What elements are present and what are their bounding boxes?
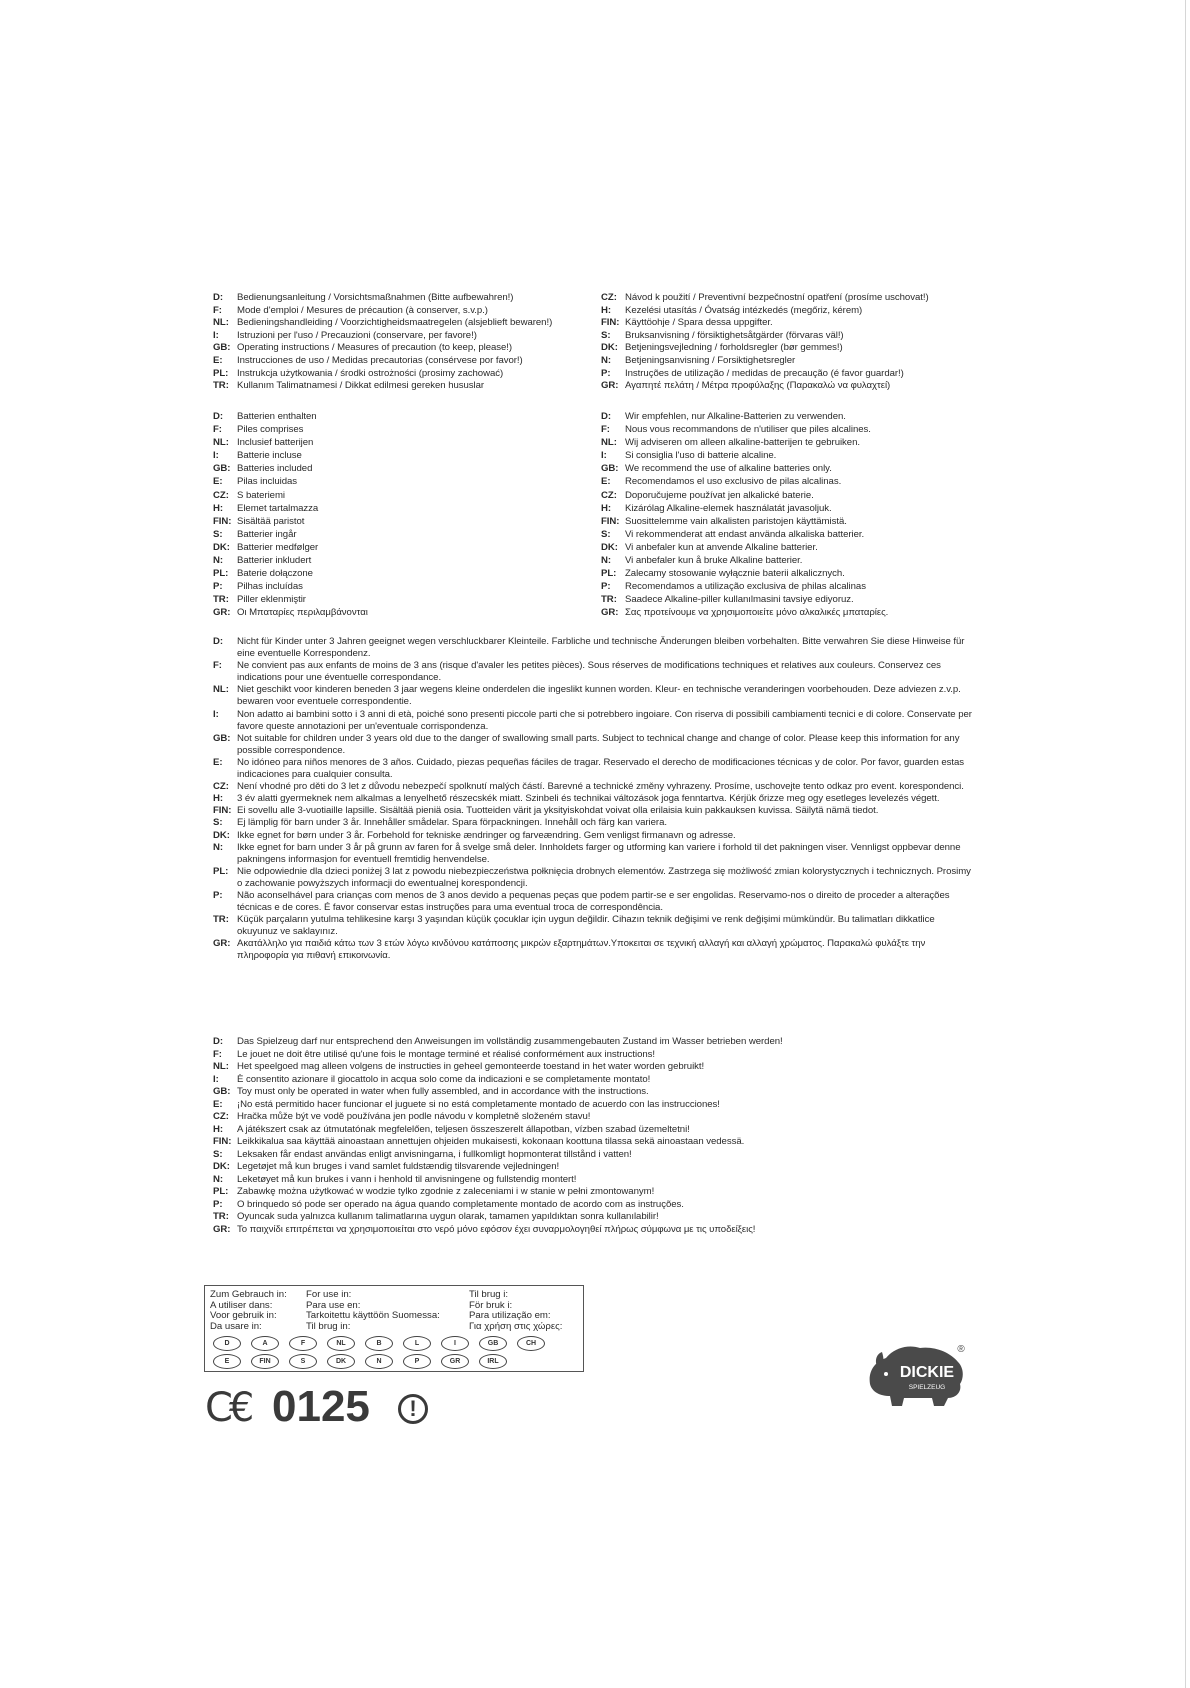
item-text: Batterie incluse: [237, 450, 302, 462]
item-text: Toy must only be operated in water when fully assembled, and in accordance with the instructions.: [237, 1086, 649, 1097]
list-item: [601, 554, 888, 567]
language-code: TR:: [213, 1211, 229, 1222]
language-code: NL:: [213, 1061, 229, 1072]
language-code: DK:: [213, 1161, 230, 1172]
language-code: E:: [213, 1098, 223, 1110]
list-item: [601, 355, 929, 368]
country-box-label: Til brug i:: [469, 1289, 509, 1300]
list-item: [213, 842, 973, 866]
language-code: S:: [601, 329, 611, 341]
list-item: [213, 709, 973, 733]
language-code: P:: [601, 367, 611, 379]
item-text: Batterier inkludert: [237, 555, 312, 567]
item-text: Le jouet ne doit être utilisé qu'une fois le montage terminé et réalisé conformément aux instructions!: [237, 1048, 656, 1060]
country-box-label: Para utilização em:: [469, 1310, 551, 1321]
language-code: FIN:: [213, 515, 232, 527]
language-code: PL:: [213, 568, 229, 580]
list-item: [601, 317, 929, 330]
language-code: I:: [213, 450, 219, 462]
country-oval: S: [289, 1354, 317, 1369]
language-code: N:: [213, 841, 224, 853]
list-item: [213, 554, 368, 567]
item-text: Operating instructions / Measures of precaution (to keep, please!): [237, 342, 513, 354]
country-oval: I: [441, 1336, 469, 1351]
item-text: Não aconselhável para crianças com menos de 3 anos devido a pequenas peças que podem partir-se e ser engolidas. Reservamo-nos o direito de proceder a alterações técnicas e de cores. É favor conservar estas instruções para uma eventual troca de correspondência.: [237, 889, 950, 914]
alert-icon: !: [398, 1394, 428, 1424]
language-code: GB:: [601, 463, 619, 475]
item-text: Wir empfehlen, nur Alkaline-Batterien zu verwenden.: [625, 411, 846, 422]
item-text: Nicht für Kinder unter 3 Jahren geeignet wegen verschluckbarer Kleinteile. Farbliche und technische Änderungen bleiben vorbehalten. Bitte verwahren Sie diese Hinweise für eine eventuelle Korrespondenz.: [237, 636, 965, 660]
list-item: [601, 593, 888, 606]
country-oval: B: [365, 1336, 393, 1351]
country-oval: D: [213, 1336, 241, 1351]
list-item: [213, 305, 552, 318]
language-code: P:: [213, 1198, 223, 1210]
language-code: GR:: [213, 938, 231, 950]
language-code: GR:: [601, 380, 619, 392]
list-item: [601, 541, 888, 554]
list-item: [213, 1124, 783, 1137]
header-left-list: [213, 292, 552, 393]
country-box-label: Tarkoitettu käyttöön Suomessa:: [306, 1310, 440, 1321]
language-code: GR:: [213, 607, 231, 619]
item-text: Vi anbefaler kun å bruke Alkaline batterier.: [625, 555, 803, 567]
language-code: GB:: [213, 732, 231, 744]
list-item: [213, 1186, 783, 1199]
list-item: [213, 330, 552, 343]
language-code: F:: [213, 1048, 222, 1060]
country-oval: L: [403, 1336, 431, 1351]
list-item: [601, 606, 888, 619]
item-text: Piller eklenmiştir: [237, 594, 306, 606]
item-text: Suosittelemme vain alkalisten paristojen käyttämistä.: [625, 515, 847, 527]
list-item: [601, 330, 929, 343]
list-item: [213, 914, 973, 938]
list-item: [601, 423, 888, 436]
list-item: [213, 1061, 783, 1074]
item-text: Ikke egnet for børn under 3 år. Forbehold for tekniske ændringer og farveændring. Gem venligst firmanavn og adresse.: [237, 829, 736, 841]
list-item: [213, 567, 368, 580]
item-text: Legetøjet må kun bruges i vand samlet fuldstændig tilsvarende vejledningen!: [237, 1161, 560, 1172]
item-text: Not suitable for children under 3 years old due to the danger of swallowing small parts. Subject to technical change and change of color. Please keep this information for any possible correspondence.: [237, 732, 960, 756]
language-code: I:: [213, 1073, 219, 1085]
item-text: Ακατάλληλο για παιδιά κάτω των 3 ετών λόγω κινδύνου κατάποσης μικρών εξαρτημάτων.Υποκειται σε τεχνική αλλαγή και αλλαγή χρώματος. Παρακαλώ φυλάξτε την πληροφορία για πιθανή επικοινωνία.: [237, 938, 926, 962]
item-text: Ej lämplig för barn under 3 år. Innehåller smådelar. Spara förpackningen. Innehåll och färg kan variera.: [237, 817, 667, 829]
list-item: [601, 342, 929, 355]
list-item: [601, 502, 888, 515]
list-item: [213, 1086, 783, 1099]
item-text: S bateriemi: [237, 489, 285, 501]
item-text: Ei sovellu alle 3-vuotiaille lapsille. Sisältää pieniä osia. Tuotteiden värit ja yksityiskohdat voivat olla erilaisia kuin pakkauksen kuvissa. Säilytä nämä tiedot.: [237, 805, 879, 817]
list-item: [213, 660, 973, 684]
language-code: S:: [213, 817, 223, 829]
item-text: Αγαπητέ πελάτη / Μέτρα προφύλαξης (Παρακαλώ να φυλαχτεί): [625, 380, 891, 392]
country-oval: GR: [441, 1354, 469, 1369]
language-code: DK:: [601, 541, 618, 553]
language-code: NL:: [213, 437, 229, 449]
item-text: Batterier medfølger: [237, 541, 319, 553]
list-item: [601, 462, 888, 475]
item-text: Instrucciones de uso / Medidas precautorias (consérvese por favor!): [237, 354, 523, 366]
item-text: Doporučujeme používat jen alkalické baterie.: [625, 489, 814, 501]
language-code: FIN:: [213, 805, 232, 817]
language-code: I:: [213, 329, 219, 341]
country-oval: NL: [327, 1336, 355, 1351]
list-item: [213, 1211, 783, 1224]
language-code: TR:: [213, 914, 229, 926]
item-text: O brinquedo só pode ser operado na água quando completamente montado de acordo com as instruções.: [237, 1198, 684, 1210]
language-code: DK:: [213, 541, 230, 553]
language-code: P:: [213, 581, 223, 593]
safety-warnings-list: [213, 636, 973, 963]
language-code: H:: [213, 502, 224, 514]
item-text: Istruzioni per l'uso / Precauzioni (conservare, per favore!): [237, 329, 477, 341]
language-code: H:: [601, 304, 612, 316]
item-text: Instruções de utilização / medidas de precaução (é favor guardar!): [625, 367, 904, 379]
item-text: Küçük parçaların yutulma tehlikesine karşı 3 yaşından küçük çocuklar için uygun değildir. Cihazın teknik değişimi ve renk değişimi mümkündür. Bu talimatları dikkatlice okuyunuz ve saklayınız.: [237, 914, 935, 938]
list-item: [213, 502, 368, 515]
list-item: [213, 890, 973, 914]
list-item: [213, 528, 368, 541]
country-oval: GB: [479, 1336, 507, 1351]
country-box-label: Zum Gebrauch in:: [210, 1289, 287, 1300]
list-item: [213, 593, 368, 606]
item-text: Niet geschikt voor kinderen beneden 3 jaar wegens kleine onderdelen die ingeslikt kunnen worden. Kleur- en technische veranderingen voorbehouden. Deze adviezen z.v.p. bewaren voor eventuele correspondentie.: [237, 684, 961, 708]
alkaline-recommendation-list: [601, 410, 888, 620]
language-code: N:: [601, 555, 612, 567]
item-text: Zabawkę można użytkować w wodzie tylko zgodnie z zaleceniami i w stanie w pełni zmontowanym!: [237, 1186, 655, 1197]
list-item: [601, 515, 888, 528]
country-box-label: Voor gebruik in:: [210, 1310, 277, 1321]
list-item: [213, 380, 552, 393]
list-item: [213, 342, 552, 355]
item-text: Saadece Alkaline-piller kullanılmasini tavsiye ediyoruz.: [625, 594, 854, 606]
language-code: FIN:: [601, 317, 620, 329]
list-item: [213, 475, 368, 488]
language-code: GB:: [213, 463, 231, 475]
language-code: GR:: [601, 607, 619, 619]
list-item: [213, 1149, 783, 1162]
item-text: Hračka může být ve vodě používána jen podle návodu v kompletně složeném stavu!: [237, 1111, 591, 1122]
language-code: F:: [213, 424, 222, 436]
item-text: Piles comprises: [237, 424, 304, 436]
page-edge: [1185, 0, 1186, 1688]
list-item: [601, 489, 888, 502]
list-item: [213, 449, 368, 462]
list-item: [213, 817, 973, 829]
list-item: [213, 1049, 783, 1062]
item-text: Vi rekommenderat att endast använda alkaliska batterier.: [625, 528, 865, 540]
item-text: Ne convient pas aux enfants de moins de 3 ans (risque d'avaler les petites pièces). Sous réserves de modifications techniques et relatives aux couleurs. Conservez ces indications pour une éventuelle correspondance.: [237, 660, 941, 684]
notified-body-number: 0125: [272, 1382, 370, 1431]
item-text: Batteries included: [237, 463, 313, 475]
language-code: E:: [213, 476, 223, 488]
item-text: Recomendamos el uso exclusivo de pilas alcalinas.: [625, 476, 842, 488]
language-code: TR:: [601, 594, 617, 606]
item-text: No idóneo para niños menores de 3 años. Cuidado, piezas pequeñas fáciles de tragar. Reservado el derecho de modificaciones técnicas y de color. Por favor, guarden estas indicaciones para cualquier consulta.: [237, 756, 965, 781]
list-item: [213, 733, 973, 757]
country-oval-row-1: [213, 1336, 545, 1351]
language-code: N:: [213, 1173, 224, 1185]
list-item: [213, 317, 552, 330]
list-item: [213, 866, 973, 890]
list-item: [213, 1174, 783, 1187]
list-item: [213, 793, 973, 805]
list-item: [601, 292, 929, 305]
language-code: GB:: [213, 342, 231, 354]
language-code: GR:: [213, 1223, 231, 1235]
item-text: Baterie dołączone: [237, 568, 313, 580]
country-box: [204, 1285, 584, 1372]
language-code: H:: [213, 1123, 224, 1135]
item-text: Das Spielzeug darf nur entsprechend den Anweisungen im vollständig zusammengebauten Zustand im Wasser betrieben werden!: [237, 1036, 783, 1047]
item-text: We recommend the use of alkaline batteries only.: [625, 463, 832, 475]
list-item: [213, 781, 973, 793]
list-item: [213, 292, 552, 305]
item-text: ¡No está permitido hacer funcionar el juguete si no está completamente montado de acuerdo con las instrucciones!: [237, 1098, 720, 1110]
country-oval: A: [251, 1336, 279, 1351]
list-item: [213, 606, 368, 619]
language-code: PL:: [213, 367, 229, 379]
list-item: [213, 410, 368, 423]
item-text: Není vhodné pro děti do 3 let z důvodu nebezpečí spolknutí malých částí. Barevné a technické změny vyhrazeny. Prosíme, uschovejte tento odkaz pro event. korespondenci.: [237, 781, 964, 793]
language-code: D:: [601, 411, 612, 422]
language-code: I:: [601, 450, 607, 462]
language-code: TR:: [213, 380, 229, 392]
language-code: CZ:: [213, 1111, 229, 1122]
item-text: Instrukcja użytkowania / środki ostrożności (prosimy zachować): [237, 367, 504, 379]
list-item: [213, 1224, 783, 1237]
language-code: TR:: [213, 594, 229, 606]
list-item: [601, 475, 888, 488]
ce-mark: C€: [205, 1385, 251, 1431]
language-code: FIN:: [601, 515, 620, 527]
list-item: [213, 1199, 783, 1212]
language-code: D:: [213, 292, 224, 303]
item-text: Elemet tartalmazza: [237, 502, 319, 514]
language-code: DK:: [213, 829, 230, 841]
item-text: Σας προτείνουμε να χρησιμοποιείτε μόνο αλκαλικές μπαταρίες.: [625, 607, 889, 619]
logo-registered: ®: [957, 1344, 965, 1355]
list-item: [213, 1161, 783, 1174]
item-text: Käyttöohje / Spara dessa uppgifter.: [625, 317, 773, 329]
language-code: N:: [213, 555, 224, 567]
list-item: [213, 423, 368, 436]
language-code: CZ:: [213, 781, 229, 793]
language-code: DK:: [601, 342, 618, 354]
header-right-list: [601, 292, 929, 393]
list-item: [213, 684, 973, 708]
country-oval: P: [403, 1354, 431, 1369]
list-item: [601, 410, 888, 423]
list-item: [213, 1074, 783, 1087]
language-code: E:: [213, 354, 223, 366]
language-code: P:: [213, 889, 223, 901]
item-text: Batterien enthalten: [237, 411, 317, 422]
logo-sub-text: SPIELZEUG: [908, 1384, 946, 1391]
country-box-label: Για χρήση στις χώρες:: [469, 1320, 563, 1332]
item-text: Bruksanvisning / försiktighetsåtgärder (förvaras väl!): [625, 329, 844, 341]
item-text: Nous vous recommandons de n'utiliser que piles alcalines.: [625, 424, 871, 436]
language-code: PL:: [213, 865, 229, 877]
language-code: NL:: [213, 684, 229, 696]
country-oval-row-2: [213, 1354, 507, 1369]
item-text: Kullanım Talimatnamesi / Dikkat edilmesi gereken hususlar: [237, 380, 485, 392]
list-item: [601, 528, 888, 541]
language-code: GB:: [213, 1086, 231, 1097]
country-oval: F: [289, 1336, 317, 1351]
language-code: S:: [213, 1148, 223, 1160]
list-item: [213, 1036, 783, 1049]
language-code: S:: [601, 528, 611, 540]
item-text: A játékszert csak az útmutatónak megfelelően, teljesen összeszerelt állapotban, vízben szabad üzemeltetni!: [237, 1123, 690, 1135]
item-text: Το παιχνίδι επιτρέπεται να χρησιμοποιείται στο νερό μόνο εφόσον έχει συναρμολογηθεί πλήρως σύμφωνα με τις υποδείξεις!: [237, 1223, 756, 1235]
item-text: 3 év alatti gyermeknek nem alkalmas a lenyelhető részecskék miatt. Szinbeli és technikai változások joga fenntartva. Kérjük őrizze meg ogy esetleges levelezés végett.: [237, 793, 940, 805]
list-item: [213, 355, 552, 368]
item-text: Recomendamos a utilização exclusiva de philas alcalinas: [625, 581, 866, 593]
item-text: Nie odpowiednie dla dzieci poniżej 3 lat z powodu niebezpieczeństwa połknięcia drobnych elementów. Zastrzega się możliwość zmian kolorystycznych i technicznych. Prosimy o zachowanie powyższych informacji do ewentualnej korespondencji.: [237, 865, 971, 889]
list-item: [601, 567, 888, 580]
list-item: [601, 449, 888, 462]
item-text: Kezelési utasítás / Óvatság intézkedés (megőriz, kérem): [625, 304, 863, 316]
item-text: Sisältää paristot: [237, 515, 305, 527]
list-item: [213, 938, 973, 962]
item-text: Betjeningsvejledning / forholdsregler (bør gemmes!): [625, 342, 843, 354]
item-text: Wij adviseren om alleen alkaline-batterijen te gebruiken.: [625, 437, 860, 449]
list-item: [213, 1099, 783, 1112]
language-code: E:: [213, 756, 223, 768]
item-text: Bedieningshandleiding / Voorzichtigheidsmaatregelen (alsjeblieft bewaren!): [237, 317, 553, 329]
water-use-list: [213, 1036, 783, 1236]
language-code: F:: [213, 304, 222, 316]
country-oval: CH: [517, 1336, 545, 1351]
item-text: Ikke egnet for barn under 3 år på grunn av faren for å svelge små deler. Innholdets farger og utforming kan variere i forhold til det pakningen viser. Vennligst oppbevar denne pakningens informasjon for eventuell fremtidig henvendelse.: [237, 841, 961, 865]
language-code: F:: [601, 424, 610, 436]
item-text: Vi anbefaler kun at anvende Alkaline batterier.: [625, 541, 818, 553]
logo-brand-text: DICKIE: [899, 1364, 955, 1381]
language-code: PL:: [601, 568, 617, 580]
item-text: Leikkikalua saa käyttää ainoastaan annettujen ohjeiden mukaisesti, kokonaan koottuna tilassa sekä ainoastaan vedessä.: [237, 1136, 745, 1147]
list-item: [213, 489, 368, 502]
country-oval: IRL: [479, 1354, 507, 1369]
list-item: [213, 368, 552, 381]
country-box-label: For use in:: [306, 1289, 352, 1300]
country-box-label: Til brug in:: [306, 1320, 351, 1332]
country-oval: N: [365, 1354, 393, 1369]
language-code: I:: [213, 708, 219, 720]
list-item: [601, 380, 929, 393]
list-item: [213, 1136, 783, 1149]
language-code: NL:: [213, 317, 229, 329]
language-code: E:: [601, 476, 611, 488]
list-item: [213, 462, 368, 475]
country-box-col2: [306, 1290, 440, 1332]
country-box-label: A utiliser dans:: [210, 1299, 273, 1311]
language-code: D:: [213, 636, 224, 647]
list-item: [213, 805, 973, 817]
item-text: Betjeningsanvisning / Forsiktighetsregler: [625, 354, 796, 366]
list-item: [213, 515, 368, 528]
language-code: H:: [213, 793, 224, 805]
country-box-label: För bruk i:: [469, 1299, 513, 1311]
item-text: Kizárólag Alkaline-elemek használatát javasoljuk.: [625, 502, 832, 514]
language-code: NL:: [601, 437, 617, 449]
item-text: Pilhas incluídas: [237, 581, 303, 593]
list-item: [601, 580, 888, 593]
language-code: P:: [601, 581, 611, 593]
language-code: F:: [213, 660, 222, 672]
item-text: È consentito azionare il giocattolo in acqua solo come da indicazioni e se completamente montato!: [237, 1073, 651, 1085]
list-item: [601, 368, 929, 381]
list-item: [601, 436, 888, 449]
item-text: Οι Μπαταρίες περιλαμβάνονται: [237, 607, 368, 619]
country-box-col3: [469, 1290, 562, 1332]
list-item: [213, 830, 973, 842]
language-code: S:: [213, 528, 223, 540]
item-text: Het speelgoed mag alleen volgens de instructies in geheel gemonteerde toestand in het water worden gebruikt!: [237, 1061, 705, 1072]
country-oval: E: [213, 1354, 241, 1369]
list-item: [213, 436, 368, 449]
language-code: CZ:: [213, 489, 229, 501]
list-item: [213, 541, 368, 554]
country-oval: FIN: [251, 1354, 279, 1369]
list-item: [213, 1111, 783, 1124]
language-code: CZ:: [601, 292, 617, 303]
dickie-logo: [864, 1338, 968, 1410]
item-text: Batterier ingår: [237, 528, 297, 540]
item-text: Bedienungsanleitung / Vorsichtsmaßnahmen (Bitte aufbewahren!): [237, 292, 514, 303]
language-code: CZ:: [601, 489, 617, 501]
item-text: Mode d'emploi / Mesures de précaution (à conserver, s.v.p.): [237, 304, 488, 316]
batteries-included-list: [213, 410, 368, 620]
list-item: [213, 636, 973, 660]
item-text: Leketøyet må kun brukes i vann i henhold til anvisningene og fullstendig montert!: [237, 1173, 577, 1185]
language-code: N:: [601, 354, 612, 366]
country-box-label: Para use en:: [306, 1299, 361, 1311]
item-text: Pilas incluidas: [237, 476, 298, 488]
language-code: PL:: [213, 1186, 229, 1197]
list-item: [601, 305, 929, 318]
country-box-col1: [210, 1290, 287, 1332]
country-oval: DK: [327, 1354, 355, 1369]
item-text: Leksaken får endast användas enligt anvisningarna, i fullkomligt hopmonterat tillstånd i vatten!: [237, 1148, 632, 1160]
language-code: FIN:: [213, 1136, 232, 1147]
item-text: Non adatto ai bambini sotto i 3 anni di età, poiché sono presenti piccole parti che si potrebbero ingoiare. Con riserva di possibili cambiamenti tecnici e di colore. Conservate per favore queste annotazioni per un'eventuale corrispondenza.: [237, 708, 972, 732]
item-text: Návod k použití / Preventivní bezpečnostní opatření (prosíme uschovat!): [625, 292, 929, 303]
item-text: Inclusief batterijen: [237, 437, 314, 449]
language-code: D:: [213, 411, 224, 422]
list-item: [213, 580, 368, 593]
item-text: Si consiglia l'uso di batterie alcaline.: [625, 450, 777, 462]
country-box-label: Da usare in:: [210, 1320, 262, 1332]
item-text: Oyuncak suda yalnızca kullanım talimatlarına uygun olarak, tamamen yapıldıktan sonra kullanılabilir!: [237, 1211, 659, 1222]
list-item: [213, 757, 973, 781]
language-code: H:: [601, 502, 612, 514]
language-code: D:: [213, 1036, 224, 1047]
item-text: Zalecamy stosowanie wyłącznie baterii alkalicznych.: [625, 568, 845, 580]
